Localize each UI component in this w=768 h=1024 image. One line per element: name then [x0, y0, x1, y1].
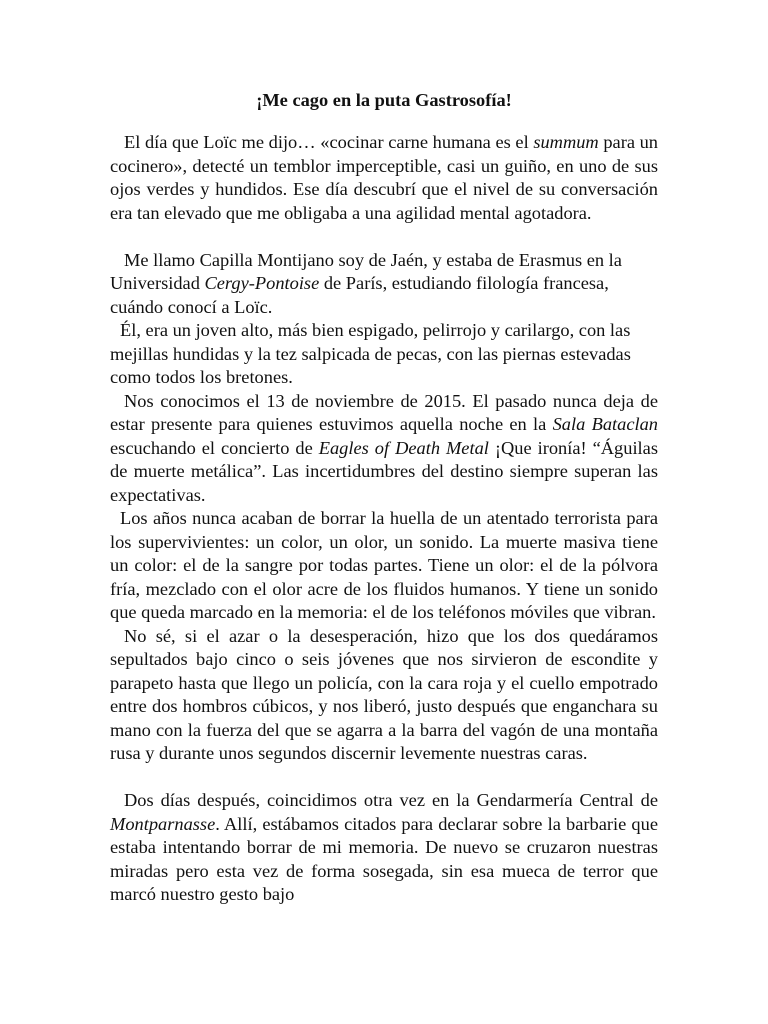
text-run: El día que Loïc me dijo… «cocinar carne humana es el — [124, 132, 534, 152]
italic-run: summum — [533, 132, 599, 152]
document-title: ¡Me cago en la puta Gastrosofía! — [256, 90, 512, 110]
italic-run: Montparnasse — [110, 813, 216, 834]
paragraph — [110, 249, 658, 320]
text-run: Él, era un joven alto, más bien espigado, pelirrojo y carilargo, con las mejillas hundidas y la tez salpicada de pecas, con las piernas estevadas como todos los bretones. — [110, 320, 631, 387]
text-run: Los años nunca acaban de borrar la huella de un atentado terrorista para los supervivientes: un color, un olor, un sonido. La muerte masiva tiene un color: el de la sangre por todas partes. Tiene un olor: el de la pólvora fría, mezclado con el olor acre de los fluidos humanos. Y tiene un sonido que queda marcado en la memoria: el de los teléfonos móviles que vibran. — [110, 508, 658, 622]
paragraph — [110, 390, 658, 508]
text-run: . Allí, estábamos citados para declarar sobre la barbarie que estaba intentando borrar de mi memoria. De nuevo se cruzaron nuestras miradas pero esta vez de forma sosegada, sin esa mueca de terror que marcó nuestro gesto bajo — [110, 813, 658, 904]
italic-run: Cergy-Pontoise — [204, 273, 320, 293]
paragraph — [110, 507, 658, 625]
text-run: de París, estudiando filología francesa, cuándo conocí a Loïc. — [110, 273, 609, 317]
document-body — [110, 131, 658, 907]
paragraph — [110, 625, 658, 766]
paragraph — [110, 131, 658, 225]
paragraph — [110, 789, 658, 907]
text-run: ¡Que ironía! “Águilas de muerte metálica”. Las incertidumbres del destino siempre superan las expectativas. — [110, 437, 658, 505]
text-run: Nos conocimos el 13 de noviembre de 2015. El pasado nunca deja de estar presente para quienes estuvimos aquella noche en la — [110, 390, 658, 434]
text-run: para un cocinero», detecté un temblor imperceptible, casi un guiño, en uno de sus ojos verdes y hundidos. Ese día descubrí que el nivel de su conversación era tan elevado que me obligaba a una agilidad mental agotadora. — [110, 132, 659, 223]
text-run: No sé, si el azar o la desesperación, hizo que los dos quedáramos sepultados bajo cinco o seis jóvenes que nos sirvieron de escondite y parapeto hasta que llego un policía, con la cara roja y el cuello empotrado entre dos hombros cúbicos, y nos liberó, justo después que enganchara su mano con la fuerza del que se agarra a la barra del vagón de una montaña rusa y durante unos segundos discernir levemente nuestras caras. — [110, 625, 658, 763]
text-run: Dos días después, coincidimos otra vez en la Gendarmería Central de — [124, 790, 658, 810]
italic-run: Sala Bataclan — [552, 414, 658, 434]
text-run: escuchando el concierto de — [110, 437, 319, 458]
italic-run: Eagles of Death Metal — [318, 437, 489, 458]
paragraph — [110, 319, 658, 390]
text-run: Me llamo Capilla Montijano soy de Jaén, y estaba de Erasmus en la Universidad — [110, 249, 622, 293]
